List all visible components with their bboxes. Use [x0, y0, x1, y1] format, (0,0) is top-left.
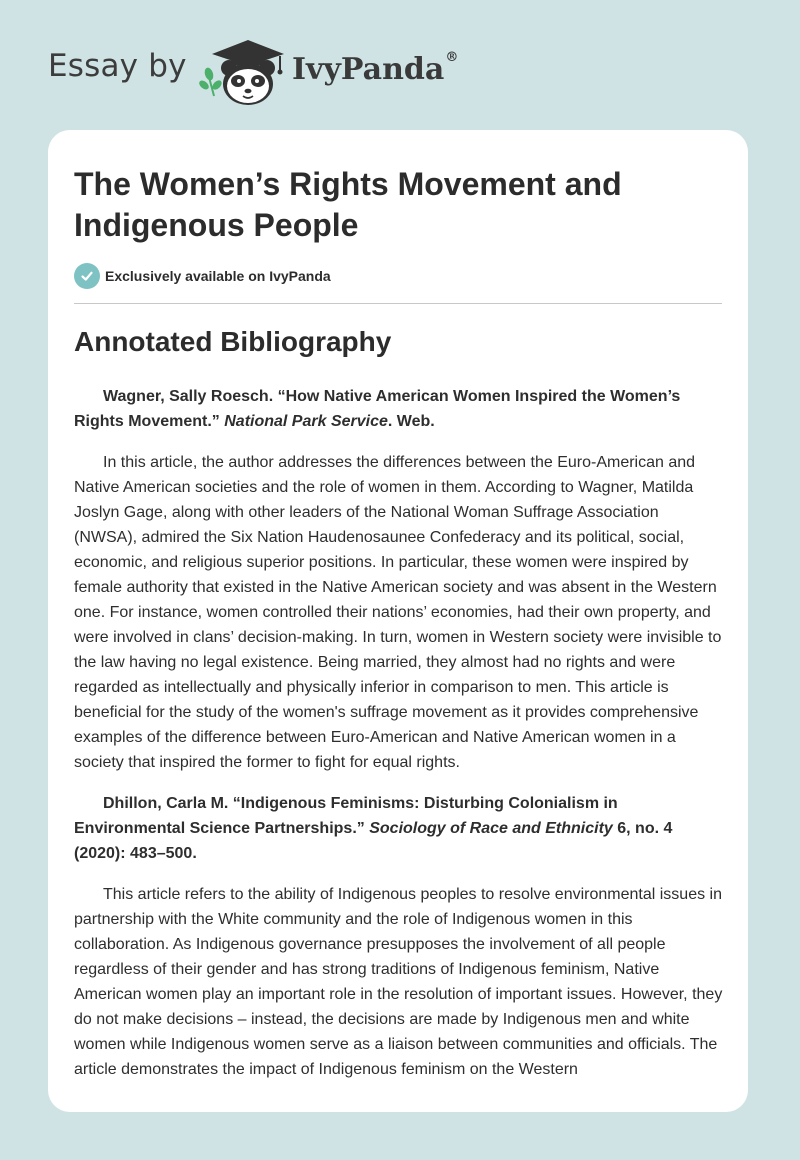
brand-name[interactable]	[292, 52, 458, 87]
citation-source: National Park Service	[224, 413, 388, 430]
site-header	[0, 0, 800, 128]
exclusive-text: Exclusively available on IvyPanda	[105, 268, 331, 284]
essay-title: The Women’s Rights Movement and Indigenous People	[74, 166, 622, 243]
registered-mark: ®	[445, 50, 459, 65]
citation-suffix: 6, no. 4 (2020): 483–500.	[74, 820, 673, 862]
citation-entry-1	[74, 384, 724, 434]
divider	[74, 303, 722, 304]
essay-by-label: Essay by	[48, 48, 187, 84]
section-heading: Annotated Bibliography	[74, 326, 392, 357]
essay-card	[48, 130, 748, 1112]
citation-text: Dhillon, Carla M. “Indigenous Feminisms: Disturbing Colonialism in Environmental Science Partnerships.”	[74, 795, 618, 837]
citation-entry-2	[74, 791, 724, 866]
brand-text: IvyPanda	[292, 52, 445, 87]
panda-logo-icon[interactable]	[198, 34, 294, 110]
article-body	[74, 384, 724, 1098]
annotation-paragraph-1: In this article, the author addresses the differences between the Euro-American and Native American societies and the role of women in them. According to Wagner, Matilda Joslyn Gage, along with other leaders of the National Woman Suffrage Association (NWSA), admired the Six Nation Haudenosaunee Confederacy and its political, social, economic, and religious superior positions. In particular, these women were inspired by female authority that existed in the Native American society and was absent in the Western one. For instance, women controlled their nations’ economies, had their own property, and were involved in clans’ decision-making. In turn, women in Western society were invisible to the law having no legal existence. Being married, they almost had no rights and were regarded as intellectually and physically inferior in comparison to men. This article is beneficial for the study of the women's suffrage movement as it provides comprehensive examples of the difference between Euro-American and Native American women in a society that inspired the former to fight for equal rights.	[74, 454, 722, 771]
checkmark-icon	[74, 263, 100, 289]
exclusive-badge	[74, 263, 331, 289]
annotation-paragraph-2: This article refers to the ability of Indigenous peoples to resolve environmental issues in partnership with the White community and the role of Indigenous women in this collaboration. As Indigenous governance presupposes the involvement of all people regardless of their gender and has strong traditions of Indigenous feminism, Native American women play an important role in the resolution of important issues. However, they do not make decisions – instead, the decisions are made by Indigenous men and white women while Indigenous women serve as a liaison between communities and officials. The article demonstrates the impact of Indigenous feminism on the Western	[74, 886, 723, 1078]
citation-source: Sociology of Race and Ethnicity	[369, 820, 613, 837]
citation-text: Wagner, Sally Roesch. “How Native American Women Inspired the Women’s Rights Movement.”	[74, 388, 681, 430]
citation-suffix: . Web.	[387, 413, 435, 430]
